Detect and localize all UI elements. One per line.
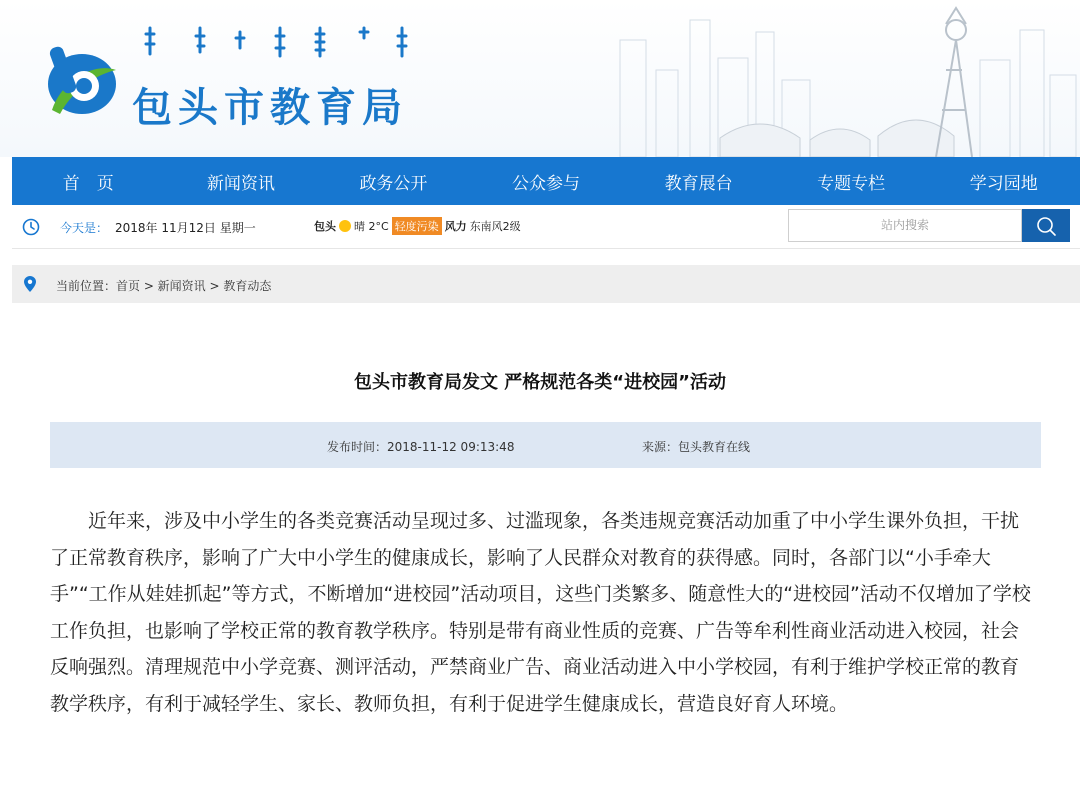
nav-item-special-topics[interactable]: 专题专栏 (817, 173, 886, 194)
main-nav (12, 157, 1080, 205)
date-label: 今天是： (60, 221, 109, 235)
article-title: 包头市教育局发文 严格规范各类“进校园”活动 (354, 372, 726, 393)
sun-icon (339, 220, 351, 232)
breadcrumb-text[interactable]: 当前位置：首页 > 新闻资讯 > 教育动态 (56, 279, 272, 293)
site-header (0, 0, 1080, 157)
clock-icon (22, 218, 40, 236)
nav-item-public-participation[interactable]: 公众参与 (512, 173, 581, 194)
weather-city: 包头 (314, 220, 336, 233)
education-bureau-logo[interactable] (38, 40, 122, 124)
date-text: 2018年 11月12日 星期一 (115, 221, 256, 235)
weather-condition: 晴 2°C (354, 220, 389, 233)
weather-widget (314, 217, 521, 235)
city-skyline-illustration (560, 0, 1080, 157)
nav-item-learning-garden[interactable]: 学习园地 (969, 173, 1038, 194)
publish-time: 发布时间：2018-11-12 09:13:48 (327, 440, 515, 454)
air-quality-badge: 轻度污染 (392, 217, 442, 235)
search-icon (1035, 215, 1057, 237)
article-body: 近年来，涉及中小学生的各类竞赛活动呈现过多、过滥现象，各类违规竞赛活动加重了中小学生课外负担，干扰了正常教育秩序，影响了广大中小学生的健康成长，影响了人民群众对教育的获得感。同时，各部门以“小手牵大手”“工作从娃娃抓起”等方式，不断增加“进校园”活动项目，这些门类繁多、随意性大的“进校园”活动不仅增加了学校工作负担，也影响了学校正常的教育教学秩序。特别是带有商业性质的竞赛、广告等牟利性商业活动进入校园，社会反响强烈。清理规范中小学竞赛、测评活动，严禁商业广告、商业活动进入中小学校园，有利于维护学校正常的教育教学秩序，有利于减轻学生、家长、教师负担，有利于促进学生健康成长，营造良好育人环境。 (50, 510, 1031, 715)
breadcrumb (12, 265, 1080, 303)
wind-value: 东南风2级 (469, 220, 521, 233)
wind-label: 风力 (444, 220, 467, 233)
info-bar (12, 205, 1080, 249)
nav-item-home[interactable]: 首 页 (62, 173, 114, 194)
search-button[interactable] (1022, 209, 1070, 242)
site-title[interactable]: 包头市教育局 (132, 85, 408, 131)
mongolian-script-title (140, 24, 440, 60)
article-source: 来源：包头教育在线 (642, 440, 751, 454)
location-pin-icon (24, 276, 36, 292)
article-meta (50, 422, 1041, 468)
search-input[interactable]: 站内搜索 (788, 209, 1022, 242)
nav-item-government-affairs[interactable]: 政务公开 (359, 173, 428, 194)
nav-item-news[interactable]: 新闻资讯 (206, 173, 275, 194)
nav-item-education-showcase[interactable]: 教育展台 (664, 173, 733, 194)
